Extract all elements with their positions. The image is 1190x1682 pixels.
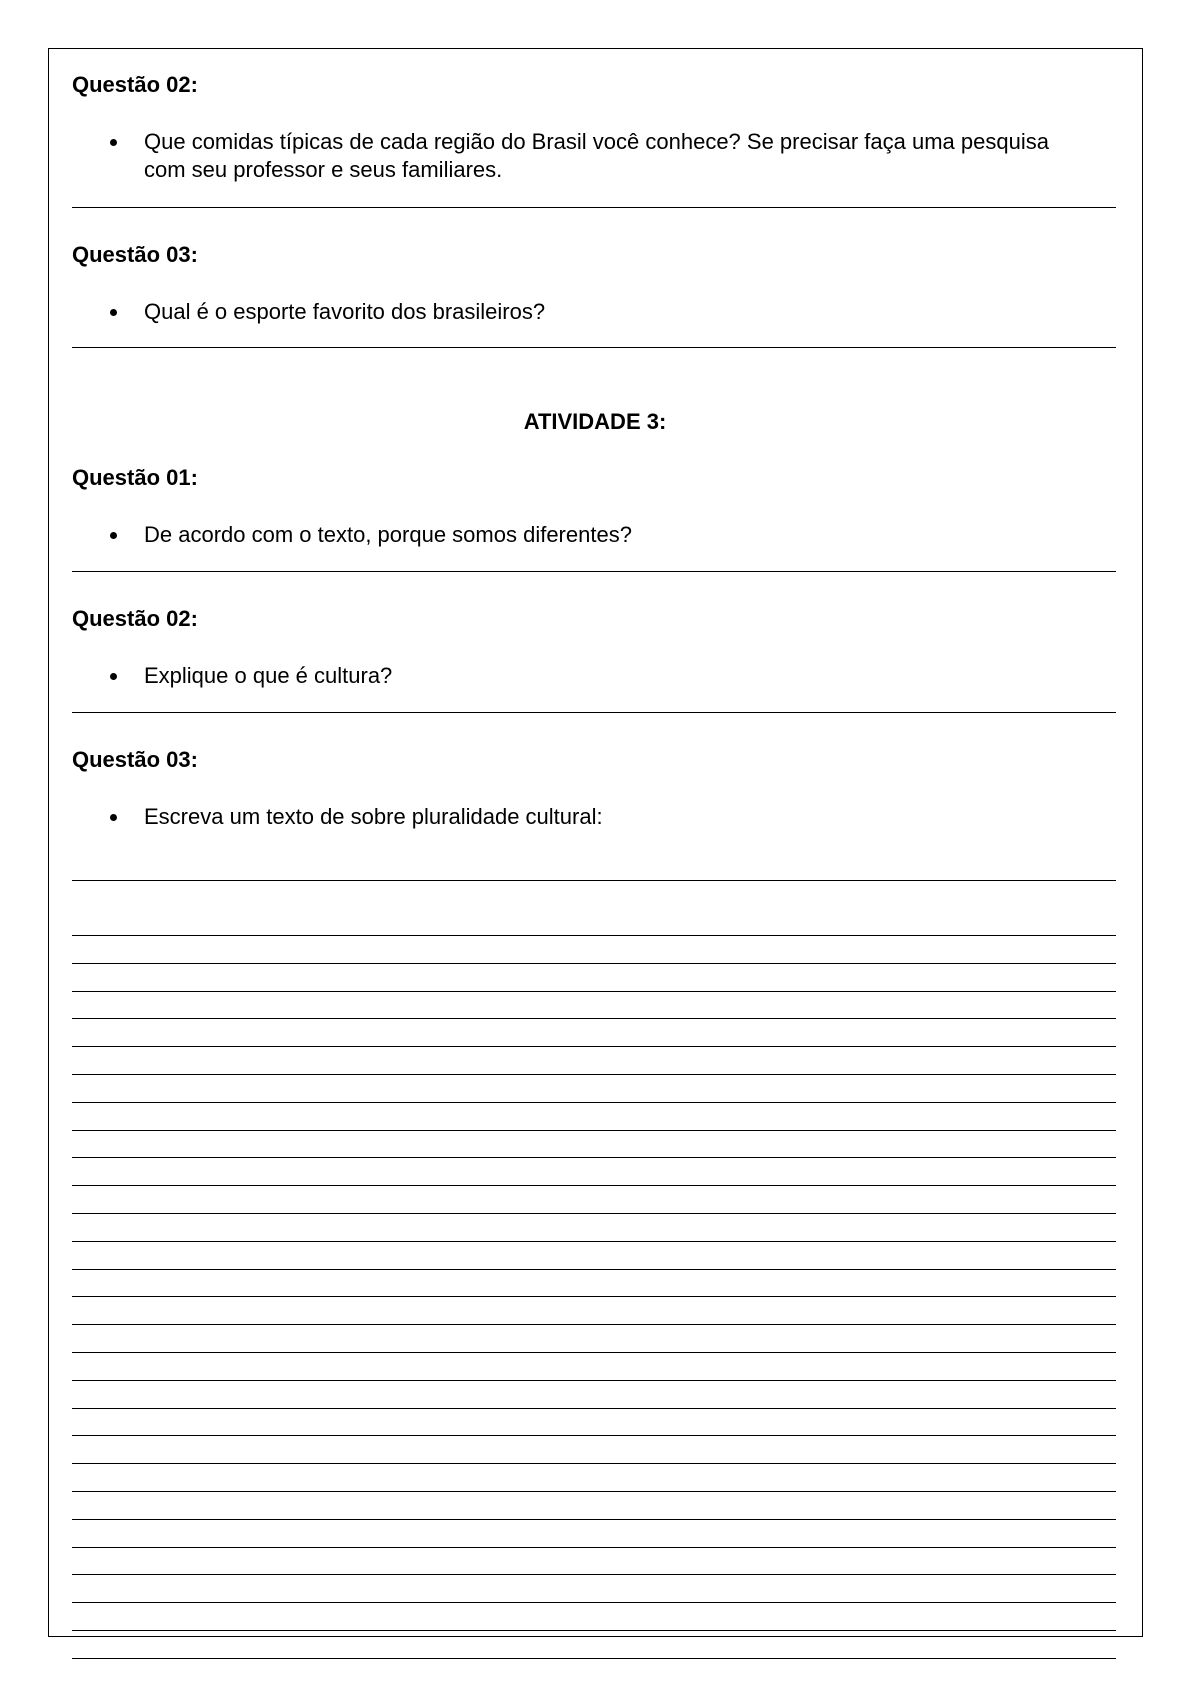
bullet-icon (110, 139, 117, 146)
writing-line[interactable] (72, 935, 1116, 936)
bullet-icon (110, 309, 117, 316)
answer-line[interactable] (72, 571, 1116, 572)
bullet-icon (110, 814, 117, 821)
question-title: Questão 02: (72, 72, 198, 97)
writing-line[interactable] (72, 991, 1116, 992)
page-frame (48, 48, 1143, 1637)
writing-line[interactable] (72, 1574, 1116, 1575)
writing-line[interactable] (72, 1185, 1116, 1186)
writing-line[interactable] (72, 1463, 1116, 1464)
question-prompt (104, 298, 1064, 326)
writing-line[interactable] (72, 1352, 1116, 1353)
writing-line[interactable] (72, 1408, 1116, 1409)
writing-line[interactable] (72, 963, 1116, 964)
writing-line[interactable] (72, 1658, 1116, 1659)
question-text: Qual é o esporte favorito dos brasileiros? (144, 299, 546, 324)
writing-line[interactable] (72, 1046, 1116, 1047)
writing-line[interactable] (72, 1519, 1116, 1520)
writing-line[interactable] (72, 1602, 1116, 1603)
question-text: Escreva um texto de sobre pluralidade cultural: (144, 804, 603, 829)
question-prompt (104, 128, 1064, 184)
bullet-icon (110, 673, 117, 680)
writing-line[interactable] (72, 1018, 1116, 1019)
answer-line[interactable] (72, 347, 1116, 348)
writing-line[interactable] (72, 1157, 1116, 1158)
question-title: Questão 01: (72, 465, 198, 490)
answer-line[interactable] (72, 712, 1116, 713)
answer-line[interactable] (72, 880, 1116, 881)
activity-title: ATIVIDADE 3: (523, 409, 667, 434)
writing-line[interactable] (72, 1630, 1116, 1631)
question-text: Explique o que é cultura? (144, 663, 393, 688)
question-title: Questão 02: (72, 606, 198, 631)
writing-line[interactable] (72, 1380, 1116, 1381)
question-prompt (104, 662, 1064, 690)
writing-line[interactable] (72, 1435, 1116, 1436)
writing-line[interactable] (72, 1074, 1116, 1075)
question-prompt (104, 803, 1064, 831)
writing-line[interactable] (72, 1296, 1116, 1297)
writing-line[interactable] (72, 1324, 1116, 1325)
question-title: Questão 03: (72, 747, 198, 772)
answer-line[interactable] (72, 207, 1116, 208)
writing-line[interactable] (72, 1491, 1116, 1492)
question-prompt (104, 521, 1064, 549)
writing-line[interactable] (72, 1102, 1116, 1103)
writing-line[interactable] (72, 1269, 1116, 1270)
writing-line[interactable] (72, 1547, 1116, 1548)
question-title: Questão 03: (72, 242, 198, 267)
writing-line[interactable] (72, 1241, 1116, 1242)
question-text: Que comidas típicas de cada região do Brasil você conhece? Se precisar faça uma pesquisa com seu professor e seus familiares. (144, 129, 1049, 182)
writing-line[interactable] (72, 1130, 1116, 1131)
question-text: De acordo com o texto, porque somos diferentes? (144, 522, 632, 547)
bullet-icon (110, 532, 117, 539)
writing-line[interactable] (72, 1213, 1116, 1214)
